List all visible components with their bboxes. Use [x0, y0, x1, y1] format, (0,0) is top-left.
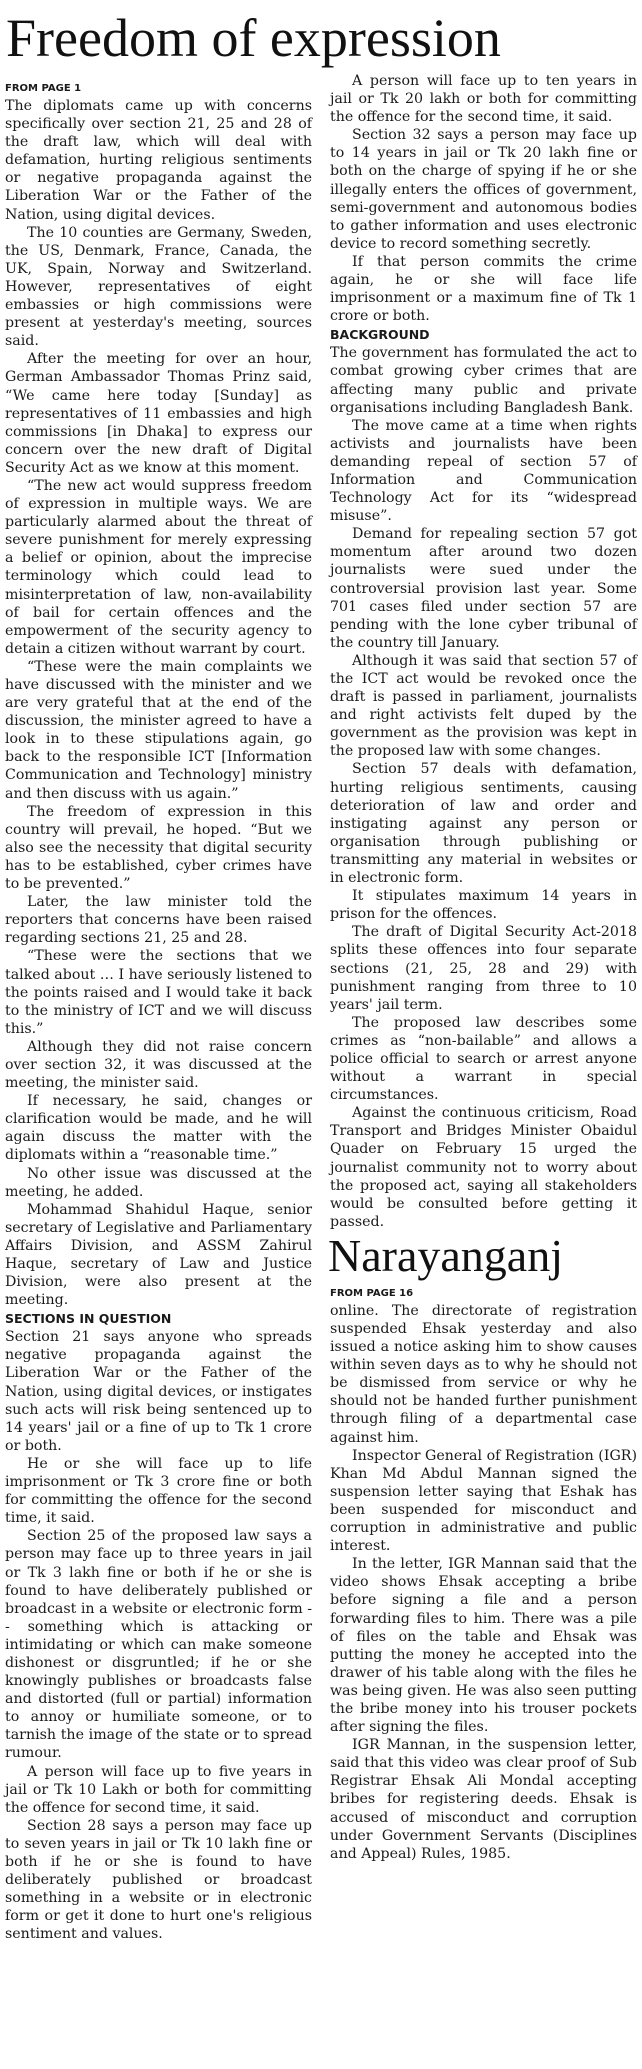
article-paragraph: The freedom of expression in this country will prevail, he hoped. “But we also see the necessity that digital security has to be established, cyber crimes have to be prevented.”: [5, 803, 312, 893]
article-paragraph: Mohammad Shahidul Haque, senior secretary of Legislative and Parliamentary Affairs Division, and ASSM Zahirul Haque, secretary of Law and Justice Division, were also present at the meeting.: [5, 1201, 312, 1309]
article-paragraph: A person will face up to five years in jail or Tk 10 Lakh or both for committing the offence for second time, it said.: [5, 1763, 312, 1816]
article-paragraph: Against the continuous criticism, Road Transport and Bridges Minister Obaidul Quader on February 15 urged the journalist community not to worry about the proposed act, saying all stakeholders would be consulted before getting it passed.: [330, 1105, 637, 1230]
article-paragraph: Demand for repealing section 57 got momentum after around two dozen journalists were sued under the controversial provision last year. Some 701 cases filed under section 57 are pending with the lone cyber tribunal of the country till January.: [330, 526, 637, 651]
article-paragraph: online. The directorate of registration suspended Ehsak yesterday and also issued a notice asking him to show causes within seven days as to why he should not be dismissed from service or why he should not be handed further punishment through filing of a departmental case against him.: [330, 1302, 637, 1446]
article-paragraph: The draft of Digital Security Act-2018 splits these offences into four separate sections (21, 25, 28 and 29) with punishment ranging from three to 10 years' jail term.: [330, 924, 637, 1013]
article-paragraph: If necessary, he said, changes or clarification would be made, and he will again discuss the matter with the diplomats within a “reasonable time.”: [5, 1093, 312, 1164]
article-paragraph: Section 57 deals with defamation, hurting religious sentiments, causing deterioration of law and order and instigating against any person or organisation through publishing or transmitting any material in websites or in electronic form.: [330, 761, 637, 887]
article-paragraph: After the meeting for over an hour, German Ambassador Thomas Prinz said, “We came here today [Sunday] as representatives of 11 embassies and high commissions [in Dhaka] to express our concern over the new draft of Digital Security Act as we know at this moment.: [5, 351, 312, 476]
article-paragraph: It stipulates maximum 14 years in prison for the offences.: [330, 888, 637, 923]
article-paragraph: A person will face up to ten years in jail or Tk 20 lakh or both for committing the offence for the second time, it said.: [330, 73, 637, 126]
article-paragraph: Section 25 of the proposed law says a person may face up to three years in jail or Tk 3 lakh fine or both if he or she is found to have deliberately published or broadcast in a website or electronic form -- something which is attacking or intimidating or which can make someone dishonest or disgruntled; if he or she knowingly publishes or broadcasts false and distorted (full or partial) information to annoy or humiliate someone, or to tarnish the image of the state or to spread rumour.: [5, 1528, 312, 1762]
subheading-sections: SECTIONS IN QUESTION: [5, 1311, 172, 1327]
left-column: [5, 82, 312, 1943]
article-paragraph: Later, the law minister told the reporters that concerns have been raised regarding sections 21, 25 and 28.: [5, 894, 312, 947]
headline: Freedom of expression: [6, 8, 501, 68]
article-paragraph: Inspector General of Registration (IGR) Khan Md Abdul Mannan signed the suspension letter saying that Eshak has been suspended for misconduct and corruption in administrative and public interest.: [330, 1447, 637, 1555]
subheading-background: BACKGROUND: [330, 327, 430, 343]
article-paragraph: Section 32 says a person may face up to 14 years in jail or Tk 20 lakh fine or both on the charge of spying if he or she illegally enters the offices of government, semi-government and autonomous bodies to gather information and uses electronic device to record something secretly.: [330, 127, 637, 252]
article-paragraph: The proposed law describes some crimes as “non-bailable” and allows a police official to search or arrest anyone without a warrant in special circumstances.: [330, 1014, 637, 1104]
article-paragraph: The move came at a time when rights activists and journalists have been demanding repeal of section 57 of Information and Communication Technology Act for its “widespread misuse”.: [330, 417, 637, 525]
article-paragraph: The government has formulated the act to combat growing cyber crimes that are affecting many public and private organisations including Bangladesh Bank.: [330, 345, 637, 416]
article-paragraph: In the letter, IGR Mannan said that the video shows Ehsak accepting a bribe before signing a file and a person forwarding files to him. There was a pile of files on the table and Ehsak was putting the money he accepted into the drawer of his table along with the files he was being given. He was also seen putting the bribe money into his trouser pockets after signing the files.: [330, 1556, 637, 1736]
from-page-label: FROM PAGE 16: [330, 1287, 414, 1299]
article-paragraph: Although it was said that section 57 of the ICT act would be revoked once the draft is passed in parliament, journalists and right activists felt duped by the government as the provision was kept in the proposed law with some changes.: [330, 652, 637, 760]
article-paragraph: Section 21 says anyone who spreads negative propaganda against the Liberation War or the Father of the Nation, using digital devices, or instigates such acts will risk being sentenced up to 14 years' jail or a fine of up to Tk 1 crore or both.: [5, 1329, 312, 1454]
article-paragraph: If that person commits the crime again, he or she will face life imprisonment or a maximum fine of Tk 1 crore or both.: [330, 253, 637, 325]
right-column: [330, 72, 637, 1863]
article-paragraph: No other issue was discussed at the meeting, he added.: [5, 1165, 312, 1200]
article-paragraph: Section 28 says a person may face up to seven years in jail or Tk 10 lakh fine or both if he or she is found to have deliberately published or broadcast something in a website or in electronic form or get it done to hurt one's religious sentiment and values.: [5, 1817, 312, 1943]
narayanganj-headline: Narayanganj: [328, 1229, 563, 1281]
article-paragraph: “The new act would suppress freedom of expression in multiple ways. We are particularly alarmed about the threat of severe punishment for merely expressing a belief or opinion, about the imprecise terminology which could lead to misinterpretation of law, non-availability of bail for certain offences and the empowerment of the security agency to detain a citizen without warrant by court.: [5, 477, 312, 657]
article-paragraph: Although they did not raise concern over section 32, it was discussed at the meeting, the minister said.: [5, 1038, 312, 1092]
article-paragraph: The 10 counties are Germany, Sweden, the US, Denmark, France, Canada, the UK, Spain, Norway and Switzerland. However, representatives of eight embassies or high commissions were present at yesterday's meeting, sources said.: [5, 224, 312, 350]
article-paragraph: “These were the sections that we talked about … I have seriously listened to the points raised and I would take it back to the ministry of ICT and we will discuss this.”: [5, 948, 312, 1037]
article-paragraph: IGR Mannan, in the suspension letter, said that this video was clear proof of Sub Registrar Ehsak Ali Mondal accepting bribes for registering deeds. Ehsak is accused of misconduct and corruption under Government Servants (Disciplines and Appeal) Rules, 1985.: [330, 1737, 637, 1862]
article-paragraph: The diplomats came up with concerns specifically over section 21, 25 and 28 of the draft law, which will deal with defamation, hurting religious sentiments or negative propaganda against the Liberation War or the Father of the Nation, using digital devices.: [5, 98, 312, 223]
from-page-label: FROM PAGE 1: [5, 83, 82, 94]
article-paragraph: He or she will face up to life imprisonment or Tk 3 crore fine or both for committing the offence for the second time, it said.: [5, 1455, 312, 1527]
article-paragraph: “These were the main complaints we have discussed with the minister and we are very grateful that at the end of the discussion, the minister agreed to have a look in to these stipulations again, go back to the responsible ICT [Information Communication and Technology] ministry and then discuss with us again.”: [5, 658, 312, 802]
